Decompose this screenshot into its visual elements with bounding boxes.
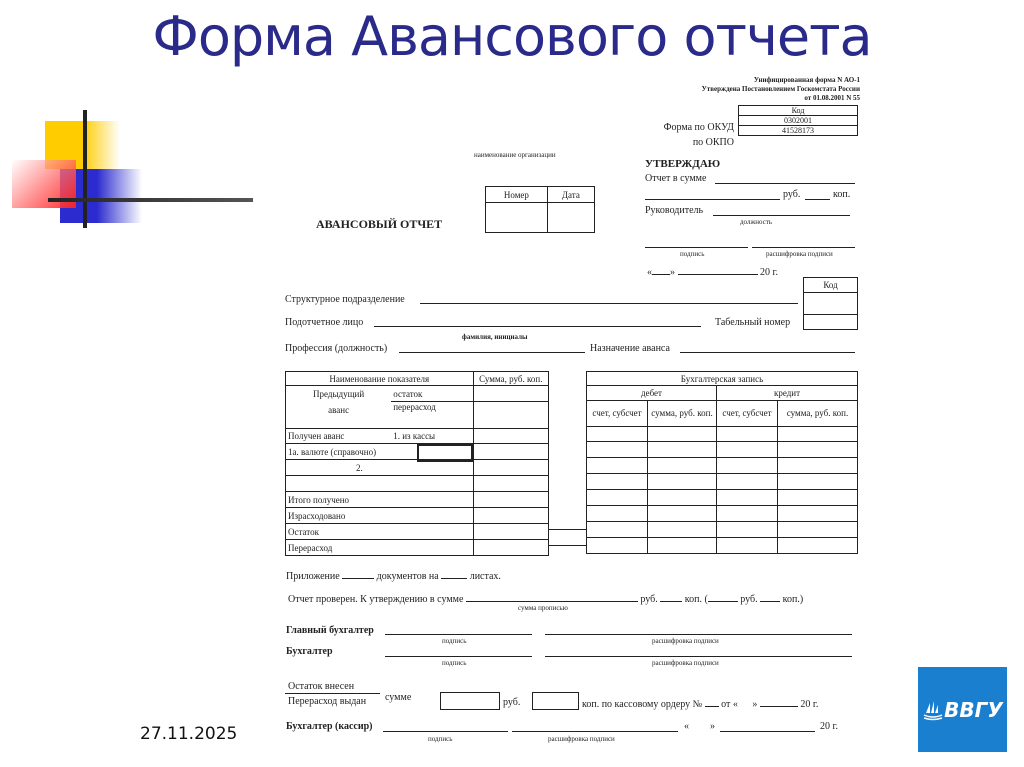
overrun-issued-label: Перерасход выдан: [288, 696, 367, 707]
position-caption: должность: [740, 218, 773, 226]
decode-line[interactable]: [752, 247, 855, 248]
cell[interactable]: [778, 506, 858, 522]
profession-label: Профессия (должность): [285, 343, 388, 354]
total-received-label: Итого получено: [286, 492, 474, 508]
date-header: Дата: [547, 187, 594, 203]
debit-amount-header: сумма, руб. коп.: [648, 401, 717, 427]
sheets-label: листах.: [469, 571, 501, 582]
overrun-sum[interactable]: [473, 540, 548, 556]
cell[interactable]: [648, 427, 717, 442]
cell[interactable]: [648, 442, 717, 458]
cashier-quote-close: »: [710, 721, 715, 732]
connector-line-2: [549, 545, 586, 546]
signature-caption: подпись: [442, 659, 467, 667]
code-header: Код: [804, 278, 858, 293]
accounting-table: [586, 371, 858, 554]
approve-date: [647, 265, 778, 278]
rub2-label: руб.: [740, 594, 758, 605]
unit-code-cell[interactable]: [804, 293, 858, 315]
quote-open: «: [647, 267, 652, 278]
advance-table: [285, 371, 549, 556]
balance-label: Остаток: [286, 524, 474, 540]
month-field[interactable]: [678, 265, 758, 275]
signature-caption: подпись: [680, 250, 705, 258]
cell[interactable]: [648, 538, 717, 554]
cell[interactable]: [778, 427, 858, 442]
cell[interactable]: [717, 490, 778, 506]
kop-label: коп. (: [684, 594, 708, 605]
cell[interactable]: [717, 506, 778, 522]
unified-form-label: Унифицированная форма N АО-1: [753, 76, 860, 84]
debit-header: дебет: [587, 386, 717, 401]
remainder-sum[interactable]: [473, 386, 548, 402]
head-line[interactable]: [713, 215, 850, 216]
accountant-decode-line[interactable]: [545, 656, 852, 657]
number-date-table: [485, 186, 595, 233]
spent-sum[interactable]: [473, 508, 548, 524]
slide-date: 27.11.2025: [140, 724, 238, 744]
unit-line[interactable]: [420, 303, 798, 304]
cashier-decode-line[interactable]: [512, 731, 678, 732]
balance-deposited-label: Остаток внесен: [288, 681, 355, 692]
cell[interactable]: [778, 538, 858, 554]
checked-label: Отчет проверен. К утверждению в сумме: [288, 594, 464, 605]
report-sum-line[interactable]: [715, 183, 855, 184]
form-header: [660, 76, 860, 103]
vertical-line: [83, 110, 87, 228]
okud-label: Форма по ОКУД: [663, 122, 734, 133]
person-label: Подотчетное лицо: [285, 317, 364, 328]
cell[interactable]: [587, 458, 648, 474]
head-label: Руководитель: [645, 205, 704, 216]
item2-sum[interactable]: [473, 460, 548, 476]
order-row: [582, 697, 818, 710]
approved-date-label: от 01.08.2001 N 55: [804, 94, 860, 102]
chief-decode-line[interactable]: [545, 634, 852, 635]
currency-row: 1а. валюте (справочно): [286, 444, 474, 460]
checked-sum-field[interactable]: [466, 592, 638, 602]
sum-words-caption: сумма прописью: [518, 604, 568, 612]
quote-close: »: [670, 267, 675, 278]
cashier-month-line[interactable]: [720, 731, 815, 732]
signature-caption: подпись: [428, 735, 453, 743]
kop2-label: коп.): [782, 594, 804, 605]
attachment-label: Приложение: [286, 571, 340, 582]
tab-number-cell[interactable]: [804, 315, 858, 330]
received-label: Получен аванс: [286, 429, 392, 444]
attachment-count-field[interactable]: [342, 569, 374, 579]
remainder-label: остаток: [391, 386, 473, 402]
rub-digits-field[interactable]: [708, 592, 738, 602]
from-label: от «: [721, 699, 738, 710]
currency-sum[interactable]: [473, 444, 548, 460]
credit-header: кредит: [717, 386, 858, 401]
cell[interactable]: [648, 522, 717, 538]
decode-caption: расшифровка подписи: [548, 735, 615, 743]
okpo-label: по ОКПО: [692, 137, 734, 148]
chief-accountant-label: Главный бухгалтер: [286, 625, 374, 636]
chief-signature-line[interactable]: [385, 634, 532, 635]
purpose-line[interactable]: [680, 352, 855, 353]
total-received-sum[interactable]: [473, 492, 548, 508]
number-header: Номер: [486, 187, 548, 203]
quote-close: »: [752, 699, 758, 710]
overspend-sum[interactable]: [473, 402, 548, 429]
cell[interactable]: [587, 522, 648, 538]
cell[interactable]: [587, 442, 648, 458]
okud-value: 0302001: [739, 116, 858, 126]
year-label: 20: [760, 267, 770, 278]
report-sum-line2[interactable]: [645, 199, 780, 200]
kop-field[interactable]: [660, 592, 682, 602]
rub-label: руб.: [640, 594, 658, 605]
attachment-row: [286, 569, 501, 582]
ship-icon: [922, 699, 944, 721]
sheets-count-field[interactable]: [441, 569, 467, 579]
indicator-header: Наименование показателя: [286, 372, 474, 386]
kop-label: коп.: [833, 189, 851, 200]
sum-header: Сумма, руб. коп.: [473, 372, 548, 386]
from-cash-label: 1. из кассы: [391, 429, 473, 444]
cashier-label: Бухгалтер (кассир): [286, 721, 373, 732]
year-label: 20 г.: [800, 699, 819, 710]
number-cell[interactable]: [486, 203, 548, 233]
decode-caption: расшифровка подписи: [652, 637, 719, 645]
unit-code-table: [803, 277, 858, 330]
horizontal-line: [48, 198, 253, 202]
cell[interactable]: [778, 474, 858, 490]
overrun-label: Перерасход: [286, 540, 474, 556]
item2-label: 2.: [286, 460, 474, 476]
docs-on-label: документов на: [376, 571, 439, 582]
cashier-signature-line[interactable]: [383, 731, 508, 732]
cell[interactable]: [717, 538, 778, 554]
decode-caption: расшифровка подписи: [766, 250, 833, 258]
debit-account-header: счет, субсчет: [587, 401, 648, 427]
accountant-label: Бухгалтер: [286, 646, 333, 657]
tab-number-label: Табельный номер: [715, 317, 791, 328]
from-cash-sum[interactable]: [473, 429, 548, 444]
order-number-field[interactable]: [705, 697, 719, 707]
rub-label: руб.: [783, 189, 801, 200]
accountant-signature-line[interactable]: [385, 656, 532, 657]
cell[interactable]: [648, 458, 717, 474]
fraction-line: [285, 693, 380, 694]
blank-sum[interactable]: [473, 476, 548, 492]
date-cell[interactable]: [547, 203, 594, 233]
cell[interactable]: [587, 538, 648, 554]
decode-caption: расшифровка подписи: [652, 659, 719, 667]
unit-label: Структурное подразделение: [285, 294, 405, 305]
cell[interactable]: [717, 427, 778, 442]
profession-line[interactable]: [399, 352, 585, 353]
order-label: коп. по кассовому ордеру №: [582, 699, 703, 710]
signature-caption: подпись: [442, 637, 467, 645]
kop-box[interactable]: [532, 692, 579, 710]
approved-by-label: Утверждена Постановлением Госкомстата России: [701, 85, 860, 93]
university-logo: [918, 667, 1007, 752]
purpose-label: Назначение аванса: [590, 343, 670, 354]
okud-code-table: [738, 105, 858, 136]
report-sum-label: Отчет в сумме: [645, 173, 707, 184]
cell[interactable]: [717, 522, 778, 538]
cell[interactable]: [648, 506, 717, 522]
cell[interactable]: [648, 474, 717, 490]
spent-label: Израсходовано: [286, 508, 474, 524]
cell[interactable]: [648, 490, 717, 506]
rub-box[interactable]: [440, 692, 500, 710]
doc-title: АВАНСОВЫЙ ОТЧЕТ: [316, 217, 443, 231]
cell[interactable]: [717, 442, 778, 458]
approve-title: УТВЕРЖДАЮ: [645, 158, 721, 170]
order-month-field[interactable]: [760, 697, 798, 707]
cell[interactable]: [587, 506, 648, 522]
accounting-header: Бухгалтерская запись: [587, 372, 858, 386]
okpo-value: 41528173: [739, 126, 858, 136]
cell[interactable]: [587, 490, 648, 506]
cell[interactable]: [778, 490, 858, 506]
overspend-label: перерасход: [391, 402, 473, 429]
cashier-quote-open: «: [684, 721, 689, 732]
code-header: Код: [739, 106, 858, 116]
cell[interactable]: [587, 427, 648, 442]
cashier-year: 20 г.: [820, 721, 838, 732]
rub-label: руб.: [503, 697, 521, 708]
credit-amount-header: сумма, руб. коп.: [778, 401, 858, 427]
sum-label: сумме: [385, 692, 412, 703]
slide-title: Форма Авансового отчета: [152, 5, 872, 68]
kop-line[interactable]: [805, 199, 830, 200]
cell[interactable]: [778, 458, 858, 474]
logo-text: ВВГУ: [944, 697, 1003, 722]
person-line[interactable]: [374, 326, 701, 327]
cell[interactable]: [778, 442, 858, 458]
kop-digits-field[interactable]: [760, 592, 780, 602]
year-suffix: г.: [772, 267, 778, 278]
currency-box[interactable]: [417, 444, 473, 462]
signature-line[interactable]: [645, 247, 748, 248]
cell[interactable]: [778, 522, 858, 538]
prev-advance-label: Предыдущий аванс: [286, 386, 392, 429]
org-caption: наименование организации: [474, 151, 556, 159]
balance-sum[interactable]: [473, 524, 548, 540]
cell[interactable]: [717, 474, 778, 490]
day-field[interactable]: [652, 265, 670, 275]
connector-line-1: [549, 529, 586, 530]
name-caption: фамилия, инициалы: [462, 333, 528, 341]
credit-account-header: счет, субсчет: [717, 401, 778, 427]
cell[interactable]: [717, 458, 778, 474]
cell[interactable]: [587, 474, 648, 490]
